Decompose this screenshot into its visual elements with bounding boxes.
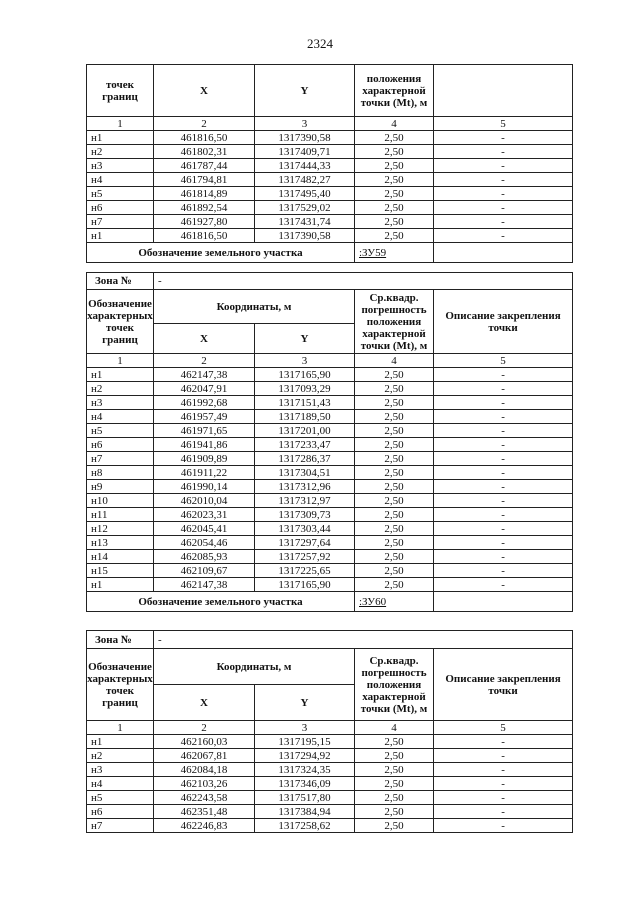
description: -: [434, 145, 573, 159]
y-coordinate: 1317309,73: [255, 508, 355, 522]
table-row: [87, 805, 573, 819]
x-coordinate: 461794,81: [154, 173, 255, 187]
x-coordinate: 461992,68: [154, 396, 255, 410]
y-coordinate: 1317189,50: [255, 410, 355, 424]
table-row: [87, 215, 573, 229]
x-coordinate: 461971,65: [154, 424, 255, 438]
error-value: 2,50: [355, 805, 434, 819]
point-id: н2: [87, 382, 154, 396]
column-number: 2: [154, 721, 255, 735]
error-value: 2,50: [355, 466, 434, 480]
y-coordinate: 1317517,80: [255, 791, 355, 805]
point-id: н4: [87, 173, 154, 187]
table-row: [87, 368, 573, 382]
y-coordinate: 1317151,43: [255, 396, 355, 410]
description: -: [434, 791, 573, 805]
x-coordinate: 461957,49: [154, 410, 255, 424]
description: -: [434, 494, 573, 508]
x-coordinate: 462010,04: [154, 494, 255, 508]
description: -: [434, 410, 573, 424]
description: -: [434, 522, 573, 536]
y-coordinate: 1317444,33: [255, 159, 355, 173]
point-id: н8: [87, 466, 154, 480]
header-x: X: [154, 65, 255, 117]
table-row: [87, 578, 573, 592]
point-id: н3: [87, 763, 154, 777]
table-row: [87, 735, 573, 749]
x-coordinate: 462246,83: [154, 819, 255, 833]
description: -: [434, 215, 573, 229]
description: -: [434, 396, 573, 410]
point-id: н12: [87, 522, 154, 536]
x-coordinate: 461911,22: [154, 466, 255, 480]
table-row: [87, 494, 573, 508]
x-coordinate: 461816,50: [154, 229, 255, 243]
y-coordinate: 1317297,64: [255, 536, 355, 550]
point-id: н5: [87, 791, 154, 805]
point-id: н3: [87, 396, 154, 410]
x-coordinate: 462243,58: [154, 791, 255, 805]
zone-label: Зона №: [87, 273, 154, 290]
header-points: точек границ: [87, 65, 154, 117]
error-value: 2,50: [355, 777, 434, 791]
point-id: н1: [87, 735, 154, 749]
table-row: [87, 438, 573, 452]
point-id: н7: [87, 819, 154, 833]
y-coordinate: 1317409,71: [255, 145, 355, 159]
column-number: 1: [87, 721, 154, 735]
error-value: 2,50: [355, 452, 434, 466]
header-error: Ср.квадр. погрешность положения характерной точки (Мt), м: [355, 649, 434, 721]
point-id: н6: [87, 805, 154, 819]
error-value: 2,50: [355, 131, 434, 145]
table-row: [87, 145, 573, 159]
x-coordinate: 462054,46: [154, 536, 255, 550]
table-row: [87, 424, 573, 438]
y-coordinate: 1317286,37: [255, 452, 355, 466]
error-value: 2,50: [355, 145, 434, 159]
description: -: [434, 452, 573, 466]
table-row: [87, 819, 573, 833]
error-value: 2,50: [355, 763, 434, 777]
y-coordinate: 1317257,92: [255, 550, 355, 564]
description: -: [434, 735, 573, 749]
x-coordinate: 462351,48: [154, 805, 255, 819]
parcel-code-blank: [434, 243, 573, 263]
header-x: X: [154, 324, 255, 354]
parcel-code: :ЗУ60: [355, 592, 434, 612]
y-coordinate: 1317495,40: [255, 187, 355, 201]
y-coordinate: 1317346,09: [255, 777, 355, 791]
table-row: [87, 201, 573, 215]
description: -: [434, 187, 573, 201]
description: -: [434, 201, 573, 215]
header-coords: Координаты, м: [154, 649, 355, 685]
description: -: [434, 466, 573, 480]
point-id: н4: [87, 777, 154, 791]
y-coordinate: 1317093,29: [255, 382, 355, 396]
column-number: 2: [154, 354, 255, 368]
header-y: Y: [255, 65, 355, 117]
error-value: 2,50: [355, 480, 434, 494]
column-number: 4: [355, 117, 434, 131]
table-row: [87, 777, 573, 791]
parcel-label: Обозначение земельного участка: [87, 592, 355, 612]
table-row: [87, 229, 573, 243]
column-number: 3: [255, 117, 355, 131]
parcel-code: :ЗУ59: [355, 243, 434, 263]
y-coordinate: 1317482,27: [255, 173, 355, 187]
x-coordinate: 461941,86: [154, 438, 255, 452]
header-coords: Координаты, м: [154, 290, 355, 324]
x-coordinate: 461909,89: [154, 452, 255, 466]
description: -: [434, 550, 573, 564]
point-id: н6: [87, 438, 154, 452]
header-points: Обозначение характерных точек границ: [87, 290, 154, 354]
error-value: 2,50: [355, 424, 434, 438]
table-row: [87, 382, 573, 396]
x-coordinate: 461990,14: [154, 480, 255, 494]
x-coordinate: 462085,93: [154, 550, 255, 564]
error-value: 2,50: [355, 173, 434, 187]
header-error: положения характерной точки (Мt), м: [355, 65, 434, 117]
table-row: [87, 131, 573, 145]
header-desc: Описание закрепления точки: [434, 649, 573, 721]
x-coordinate: 461787,44: [154, 159, 255, 173]
error-value: 2,50: [355, 550, 434, 564]
table-row: [87, 466, 573, 480]
column-number-row: [87, 354, 573, 368]
point-id: н10: [87, 494, 154, 508]
zone-value: -: [154, 273, 573, 290]
error-value: 2,50: [355, 187, 434, 201]
error-value: 2,50: [355, 749, 434, 763]
description: -: [434, 749, 573, 763]
y-coordinate: 1317312,97: [255, 494, 355, 508]
error-value: 2,50: [355, 382, 434, 396]
table-row: [87, 564, 573, 578]
point-id: н1: [87, 131, 154, 145]
description: -: [434, 777, 573, 791]
table-row: [87, 749, 573, 763]
description: -: [434, 131, 573, 145]
point-id: н2: [87, 749, 154, 763]
y-coordinate: 1317258,62: [255, 819, 355, 833]
point-id: н9: [87, 480, 154, 494]
column-number: 2: [154, 117, 255, 131]
zone-value: -: [154, 631, 573, 649]
error-value: 2,50: [355, 564, 434, 578]
error-value: 2,50: [355, 410, 434, 424]
table-row: [87, 159, 573, 173]
column-number: 5: [434, 117, 573, 131]
parcel-code-blank: [434, 592, 573, 612]
coordinates-table-1: [86, 64, 573, 263]
header-y: Y: [255, 324, 355, 354]
table-row: [87, 536, 573, 550]
point-id: н11: [87, 508, 154, 522]
y-coordinate: 1317384,94: [255, 805, 355, 819]
error-value: 2,50: [355, 735, 434, 749]
point-id: н5: [87, 424, 154, 438]
table-row: [87, 396, 573, 410]
column-number-row: [87, 117, 573, 131]
point-id: н14: [87, 550, 154, 564]
description: -: [434, 536, 573, 550]
description: -: [434, 508, 573, 522]
y-coordinate: 1317225,65: [255, 564, 355, 578]
x-coordinate: 462103,26: [154, 777, 255, 791]
x-coordinate: 462067,81: [154, 749, 255, 763]
table-row: [87, 522, 573, 536]
column-number: 1: [87, 117, 154, 131]
description: -: [434, 368, 573, 382]
y-coordinate: 1317165,90: [255, 578, 355, 592]
column-number: 5: [434, 721, 573, 735]
error-value: 2,50: [355, 522, 434, 536]
table-row: [87, 452, 573, 466]
point-id: н13: [87, 536, 154, 550]
column-number: 1: [87, 354, 154, 368]
y-coordinate: 1317165,90: [255, 368, 355, 382]
coordinates-table-3: [86, 630, 573, 833]
y-coordinate: 1317390,58: [255, 229, 355, 243]
column-number: 4: [355, 354, 434, 368]
table-row: [87, 410, 573, 424]
y-coordinate: 1317233,47: [255, 438, 355, 452]
column-number: 4: [355, 721, 434, 735]
error-value: 2,50: [355, 368, 434, 382]
y-coordinate: 1317312,96: [255, 480, 355, 494]
point-id: н7: [87, 215, 154, 229]
description: -: [434, 229, 573, 243]
header-x: X: [154, 685, 255, 721]
table-row: [87, 173, 573, 187]
column-number: 3: [255, 721, 355, 735]
description: -: [434, 805, 573, 819]
header-desc: Описание закрепления точки: [434, 290, 573, 354]
error-value: 2,50: [355, 438, 434, 452]
y-coordinate: 1317201,00: [255, 424, 355, 438]
x-coordinate: 461802,31: [154, 145, 255, 159]
error-value: 2,50: [355, 536, 434, 550]
table-row: [87, 791, 573, 805]
error-value: 2,50: [355, 201, 434, 215]
x-coordinate: 462109,67: [154, 564, 255, 578]
error-value: 2,50: [355, 819, 434, 833]
y-coordinate: 1317324,35: [255, 763, 355, 777]
point-id: н1: [87, 578, 154, 592]
point-id: н6: [87, 201, 154, 215]
error-value: 2,50: [355, 508, 434, 522]
x-coordinate: 461816,50: [154, 131, 255, 145]
table-row: [87, 187, 573, 201]
error-value: 2,50: [355, 229, 434, 243]
table-row: [87, 508, 573, 522]
column-number: 5: [434, 354, 573, 368]
y-coordinate: 1317390,58: [255, 131, 355, 145]
description: -: [434, 480, 573, 494]
description: -: [434, 763, 573, 777]
x-coordinate: 462147,38: [154, 368, 255, 382]
y-coordinate: 1317303,44: [255, 522, 355, 536]
column-number: 3: [255, 354, 355, 368]
point-id: н2: [87, 145, 154, 159]
point-id: н5: [87, 187, 154, 201]
y-coordinate: 1317304,51: [255, 466, 355, 480]
point-id: н3: [87, 159, 154, 173]
parcel-label: Обозначение земельного участка: [87, 243, 355, 263]
column-number-row: [87, 721, 573, 735]
table-row: [87, 763, 573, 777]
table-row: [87, 480, 573, 494]
y-coordinate: 1317195,15: [255, 735, 355, 749]
x-coordinate: 462047,91: [154, 382, 255, 396]
description: -: [434, 578, 573, 592]
point-id: н1: [87, 368, 154, 382]
y-coordinate: 1317431,74: [255, 215, 355, 229]
header-y: Y: [255, 685, 355, 721]
x-coordinate: 462045,41: [154, 522, 255, 536]
header-desc-blank: [434, 65, 573, 117]
point-id: н4: [87, 410, 154, 424]
error-value: 2,50: [355, 578, 434, 592]
error-value: 2,50: [355, 215, 434, 229]
table-row: [87, 550, 573, 564]
y-coordinate: 1317529,02: [255, 201, 355, 215]
header-points: Обозначение характерных точек границ: [87, 649, 154, 721]
x-coordinate: 462084,18: [154, 763, 255, 777]
y-coordinate: 1317294,92: [255, 749, 355, 763]
x-coordinate: 462147,38: [154, 578, 255, 592]
description: -: [434, 382, 573, 396]
x-coordinate: 461927,80: [154, 215, 255, 229]
description: -: [434, 424, 573, 438]
description: -: [434, 819, 573, 833]
description: -: [434, 173, 573, 187]
header-error: Ср.квадр. погрешность положения характерной точки (Мt), м: [355, 290, 434, 354]
x-coordinate: 462160,03: [154, 735, 255, 749]
description: -: [434, 564, 573, 578]
x-coordinate: 461892,54: [154, 201, 255, 215]
x-coordinate: 461814,89: [154, 187, 255, 201]
description: -: [434, 438, 573, 452]
zone-label: Зона №: [87, 631, 154, 649]
point-id: н1: [87, 229, 154, 243]
error-value: 2,50: [355, 494, 434, 508]
point-id: н15: [87, 564, 154, 578]
error-value: 2,50: [355, 791, 434, 805]
x-coordinate: 462023,31: [154, 508, 255, 522]
error-value: 2,50: [355, 159, 434, 173]
point-id: н7: [87, 452, 154, 466]
error-value: 2,50: [355, 396, 434, 410]
description: -: [434, 159, 573, 173]
page-number: 2324: [307, 36, 333, 51]
coordinates-table-2: [86, 272, 573, 612]
